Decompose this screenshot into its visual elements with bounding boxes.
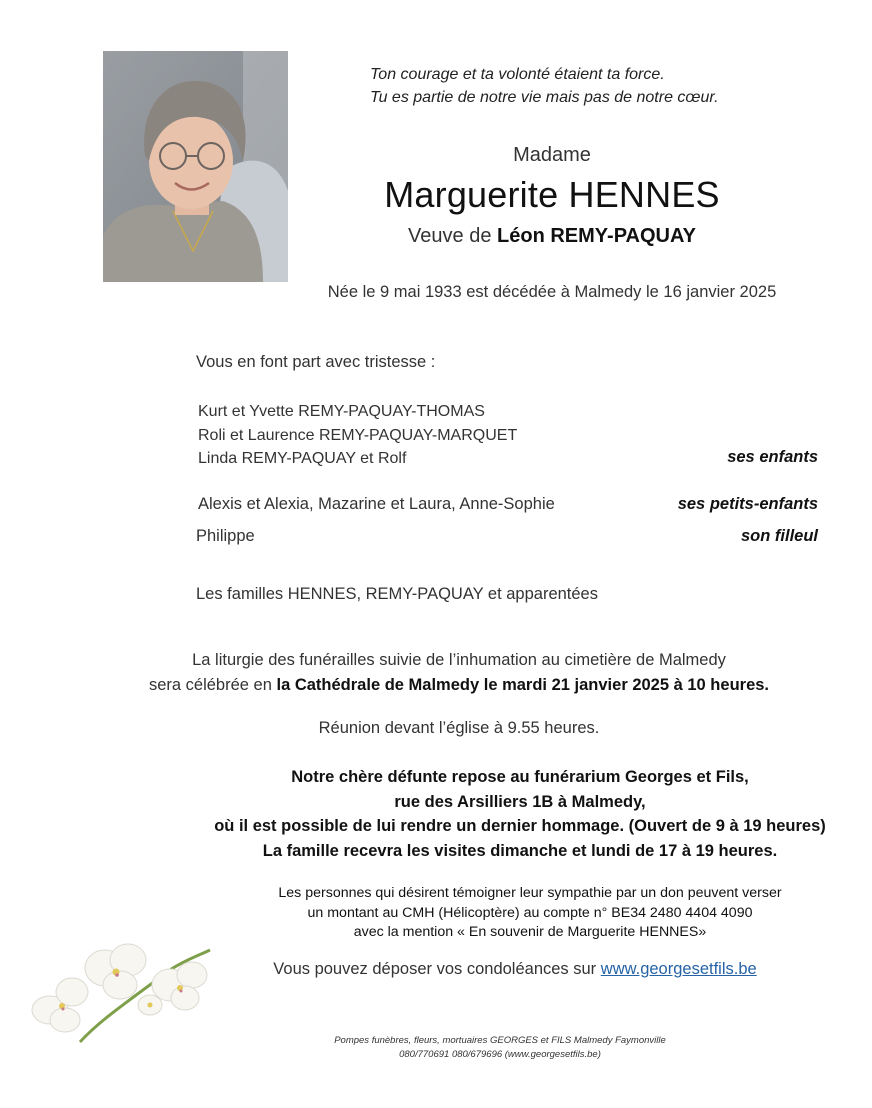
portrait-illustration: [103, 51, 288, 282]
grandchildren-label: ses petits-enfants: [677, 495, 818, 513]
child-entry: Roli et Laurence REMY-PAQUAY-MARQUET: [198, 426, 518, 444]
quote-line-2: Tu es partie de notre vie mais pas de notre cœur.: [370, 89, 719, 106]
repose-line-1: Notre chère défunte repose au funérarium Georges et Fils,: [291, 768, 749, 786]
funeral-details: [100, 648, 818, 698]
child-entry: Kurt et Yvette REMY-PAQUAY-THOMAS: [198, 403, 485, 420]
funerarium-info: [180, 765, 860, 863]
families-line: Les familles HENNES, REMY-PAQUAY et apparentées: [196, 585, 598, 603]
donation-line-2: un montant au CMH (Hélicoptère) au compte n° BE34 2480 4404 4090: [307, 904, 753, 921]
footer-line-1: Pompes funèbres, fleurs, mortuaires GEORGES et FILS Malmedy Faymonville: [334, 1035, 666, 1046]
birth-death-dates: Née le 9 mai 1933 est décédée à Malmedy le 16 janvier 2025: [327, 283, 777, 301]
child-entry: Linda REMY-PAQUAY et Rolf: [198, 450, 407, 467]
liturgy-line-2: [100, 673, 818, 698]
ceremony-location-time: la Cathédrale de Malmedy le mardi 21 janvier 2025 à 10 heures.: [276, 676, 770, 694]
condolences-line: [180, 960, 850, 979]
godson-name: Philippe: [196, 527, 255, 545]
repose-line-3: où il est possible de lui rendre un dernier hommage. (Ouvert de 9 à 19 heures): [214, 817, 826, 835]
honorific: Madame: [513, 144, 591, 166]
children-label: ses enfants: [727, 448, 818, 466]
condolences-text: Vous pouvez déposer vos condoléances sur: [273, 960, 597, 978]
children-list: [198, 400, 517, 471]
orchid-illustration: [20, 930, 230, 1045]
liturgy-line-1: La liturgie des funérailles suivie de l’inhumation au cimetière de Malmedy: [192, 651, 726, 669]
donation-line-1: Les personnes qui désirent témoigner leur sympathie par un don peuvent verser: [278, 885, 782, 901]
announcement-intro: Vous en font part avec tristesse :: [196, 353, 436, 371]
donation-info: [200, 884, 860, 943]
quote-line-1: Ton courage et ta volonté étaient ta force.: [370, 66, 665, 83]
godson-label: son filleul: [740, 527, 818, 545]
funeral-home-footer: [240, 1034, 760, 1062]
portrait-photo: [103, 51, 288, 282]
condolences-link[interactable]: www.georgesetfils.be: [600, 960, 757, 978]
repose-line-2: rue des Arsilliers 1B à Malmedy,: [394, 792, 646, 811]
grandchildren-names: Alexis et Alexia, Mazarine et Laura, Anne-Sophie: [198, 495, 555, 513]
spouse-line: [330, 225, 774, 248]
repose-line-4: La famille recevra les visites dimanche et lundi de 17 à 19 heures.: [262, 841, 778, 860]
epitaph-quote: [370, 63, 719, 109]
spouse-name: Léon REMY-PAQUAY: [497, 225, 696, 247]
liturgy-prefix: sera célébrée en: [148, 676, 272, 694]
reunion-info: Réunion devant l’église à 9.55 heures.: [318, 719, 600, 737]
orchid-flowers-image: [20, 930, 230, 1045]
footer-line-2: 080/770691 080/679696 (www.georgesetfils.be): [399, 1049, 601, 1060]
deceased-name: Marguerite HENNES: [384, 174, 720, 215]
veuve-prefix: Veuve de: [408, 225, 492, 247]
donation-line-3: avec la mention « En souvenir de Marguerite HENNES»: [353, 924, 707, 940]
